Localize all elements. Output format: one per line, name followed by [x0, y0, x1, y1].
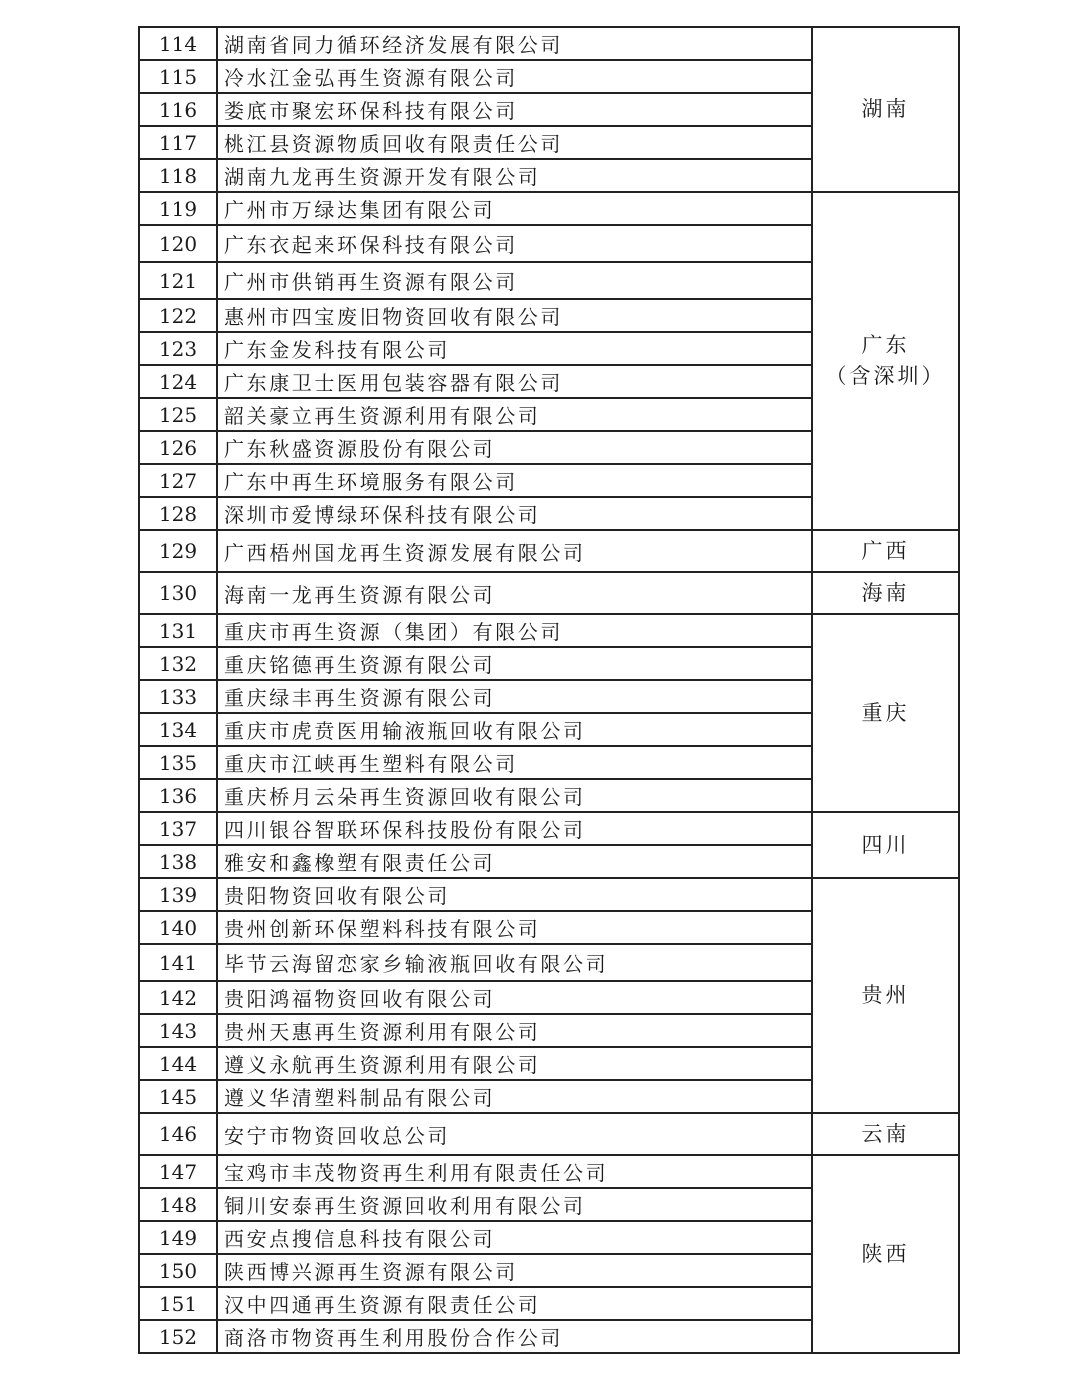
- region-cell: [812, 530, 959, 572]
- row-number: 126: [139, 431, 217, 464]
- row-number: 149: [139, 1221, 217, 1254]
- row-number: 144: [139, 1047, 217, 1080]
- region-cell: [812, 1113, 959, 1155]
- company-name: 重庆桥月云朵再生资源回收有限公司: [217, 779, 812, 812]
- company-name: 汉中四通再生资源有限责任公司: [217, 1287, 812, 1320]
- table-row: [139, 27, 959, 60]
- row-number: 137: [139, 812, 217, 845]
- table-row: [139, 192, 959, 225]
- table-row: [139, 1155, 959, 1188]
- table-row: [139, 530, 959, 572]
- row-number: 123: [139, 332, 217, 365]
- company-name: 陕西博兴源再生资源有限公司: [217, 1254, 812, 1287]
- company-name: 重庆绿丰再生资源有限公司: [217, 680, 812, 713]
- row-number: 135: [139, 746, 217, 779]
- row-number: 125: [139, 398, 217, 431]
- table-row: [139, 572, 959, 614]
- row-number: 136: [139, 779, 217, 812]
- company-name: 桃江县资源物质回收有限责任公司: [217, 126, 812, 159]
- region-label: 云南: [861, 1121, 910, 1146]
- company-name: 广东金发科技有限公司: [217, 332, 812, 365]
- company-name: 海南一龙再生资源有限公司: [217, 572, 812, 614]
- company-name: 惠州市四宝废旧物资回收有限公司: [217, 299, 812, 332]
- row-number: 131: [139, 614, 217, 647]
- region-label: （含深圳）: [825, 364, 946, 388]
- company-name: 重庆铭德再生资源有限公司: [217, 647, 812, 680]
- company-name: 贵州创新环保塑料科技有限公司: [217, 911, 812, 944]
- company-name: 贵州天惠再生资源利用有限公司: [217, 1014, 812, 1047]
- company-name: 贵阳鸿福物资回收有限公司: [217, 981, 812, 1014]
- row-number: 119: [139, 192, 217, 225]
- row-number: 139: [139, 878, 217, 911]
- company-name: 广东衣起来环保科技有限公司: [217, 225, 812, 262]
- region-label: 四川: [861, 832, 910, 857]
- row-number: 152: [139, 1320, 217, 1353]
- company-name: 重庆市虎贲医用输液瓶回收有限公司: [217, 713, 812, 746]
- row-number: 124: [139, 365, 217, 398]
- company-name: 雅安和鑫橡塑有限责任公司: [217, 845, 812, 878]
- row-number: 114: [139, 27, 217, 60]
- row-number: 147: [139, 1155, 217, 1188]
- row-number: 117: [139, 126, 217, 159]
- company-name: 广东秋盛资源股份有限公司: [217, 431, 812, 464]
- row-number: 122: [139, 299, 217, 332]
- region-label: 陕西: [861, 1241, 910, 1266]
- row-number: 151: [139, 1287, 217, 1320]
- company-name: 遵义永航再生资源利用有限公司: [217, 1047, 812, 1080]
- row-number: 142: [139, 981, 217, 1014]
- row-number: 127: [139, 464, 217, 497]
- region-label: 湖南: [861, 97, 910, 121]
- company-name: 韶关豪立再生资源利用有限公司: [217, 398, 812, 431]
- row-number: 118: [139, 159, 217, 192]
- company-name: 广东中再生环境服务有限公司: [217, 464, 812, 497]
- company-name: 毕节云海留恋家乡输液瓶回收有限公司: [217, 944, 812, 981]
- row-number: 134: [139, 713, 217, 746]
- region-cell: [812, 614, 959, 812]
- row-number: 140: [139, 911, 217, 944]
- region-cell: [812, 572, 959, 614]
- row-number: 141: [139, 944, 217, 981]
- company-name: 宝鸡市丰茂物资再生利用有限责任公司: [217, 1155, 812, 1188]
- table-row: [139, 614, 959, 647]
- row-number: 143: [139, 1014, 217, 1047]
- row-number: 146: [139, 1113, 217, 1155]
- table-row: [139, 812, 959, 845]
- row-number: 120: [139, 225, 217, 262]
- row-number: 115: [139, 60, 217, 93]
- company-list-table: [138, 26, 960, 1354]
- company-name: 重庆市江峡再生塑料有限公司: [217, 746, 812, 779]
- company-name: 安宁市物资回收总公司: [217, 1113, 812, 1155]
- region-cell: [812, 192, 959, 530]
- region-cell: [812, 812, 959, 878]
- row-number: 121: [139, 262, 217, 299]
- row-number: 133: [139, 680, 217, 713]
- row-number: 116: [139, 93, 217, 126]
- table-row: [139, 1113, 959, 1155]
- company-name: 重庆市再生资源（集团）有限公司: [217, 614, 812, 647]
- company-name: 广州市万绿达集团有限公司: [217, 192, 812, 225]
- region-cell: [812, 878, 959, 1113]
- company-name: 湖南九龙再生资源开发有限公司: [217, 159, 812, 192]
- region-label: 海南: [861, 580, 910, 605]
- region-label: 广西: [861, 538, 910, 563]
- company-name: 四川银谷智联环保科技股份有限公司: [217, 812, 812, 845]
- table-row: [139, 878, 959, 911]
- row-number: 138: [139, 845, 217, 878]
- region-label: 贵州: [861, 983, 910, 1007]
- company-list-body: [139, 27, 959, 1353]
- row-number: 128: [139, 497, 217, 530]
- row-number: 148: [139, 1188, 217, 1221]
- company-name: 娄底市聚宏环保科技有限公司: [217, 93, 812, 126]
- row-number: 150: [139, 1254, 217, 1287]
- company-name: 广州市供销再生资源有限公司: [217, 262, 812, 299]
- company-name: 广东康卫士医用包装容器有限公司: [217, 365, 812, 398]
- row-number: 132: [139, 647, 217, 680]
- region-cell: [812, 1155, 959, 1353]
- company-name: 广西梧州国龙再生资源发展有限公司: [217, 530, 812, 572]
- company-name: 铜川安泰再生资源回收利用有限公司: [217, 1188, 812, 1221]
- company-name: 贵阳物资回收有限公司: [217, 878, 812, 911]
- company-name: 湖南省同力循环经济发展有限公司: [217, 27, 812, 60]
- row-number: 130: [139, 572, 217, 614]
- region-label: 重庆: [861, 700, 910, 725]
- company-name: 遵义华清塑料制品有限公司: [217, 1080, 812, 1113]
- company-name: 深圳市爱博绿环保科技有限公司: [217, 497, 812, 530]
- region-cell: [812, 27, 959, 192]
- region-label: 广东: [861, 333, 910, 357]
- company-name: 商洛市物资再生利用股份合作公司: [217, 1320, 812, 1353]
- company-name: 冷水江金弘再生资源有限公司: [217, 60, 812, 93]
- company-name: 西安点搜信息科技有限公司: [217, 1221, 812, 1254]
- row-number: 145: [139, 1080, 217, 1113]
- row-number: 129: [139, 530, 217, 572]
